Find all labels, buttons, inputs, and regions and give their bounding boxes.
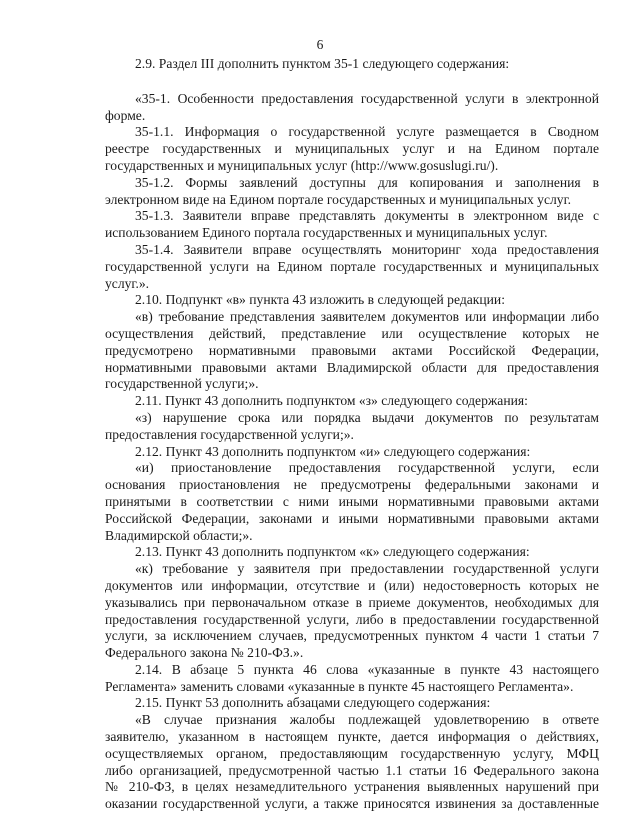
text-line: государственных и муниципальных услуг (http://www.gosuslugi.ru/). (105, 157, 499, 173)
text-line: Российской Федерации, законами и иными нормативными правовыми актами (105, 510, 599, 526)
text-line: нормативными правовыми актами Владимирской области для предоставления (105, 359, 599, 375)
text-line: оказании государственной услуги, а также приносятся извинения за доставленные (105, 796, 599, 812)
text-line: осуществляемых органом, предоставляющим государственную услугу, МФЦ (105, 745, 599, 761)
paragraph-gap (105, 73, 599, 91)
text-line: 2.9. Раздел III дополнить пунктом 35-1 следующего содержания: (135, 56, 510, 71)
text-line: 2.11. Пункт 43 дополнить подпунктом «з» следующего содержания: (135, 393, 528, 409)
text-line: «В случае признания жалобы подлежащей удовлетворению в ответе (135, 712, 599, 728)
text-line: «35-1. Особенности предоставления государственной услуги в электронной (135, 90, 599, 106)
text-line: заявителю, указанном в настоящем пункте, дается информация о действиях, (105, 729, 599, 745)
text-line: Регламента» заменить словами «указанные в пункте 45 настоящего Регламента». (105, 678, 574, 694)
text-line: предоставления государственной услуги, либо в предоставлении государственной (105, 611, 599, 627)
text-line: использованием Единого портала государственных и муниципальных услуг. (105, 225, 548, 241)
text-line: «к) требование у заявителя при предоставлении государственной услуги (135, 561, 599, 577)
document-body (105, 56, 599, 813)
text-line: предусмотрено нормативными правовыми актами Российской Федерации, (105, 342, 599, 358)
text-line: услуг.». (105, 275, 150, 291)
text-line: государственной услуги на Едином портале государственных и муниципальных (105, 258, 599, 274)
text-line: 35-1.1. Информация о государственной услуге размещается в Сводном (135, 124, 599, 140)
text-line: 35-1.2. Формы заявлений доступны для копирования и заполнения в (135, 174, 599, 190)
text-line: указывались при первоначальном отказе в приеме документов, необходимых для (105, 594, 599, 610)
text-line: 35-1.3. Заявители вправе представлять документы в электронном виде с (135, 208, 599, 224)
text-line: 35-1.4. Заявители вправе осуществлять мониторинг хода предоставления (135, 241, 599, 257)
text-line: осуществления действий, представление или осуществление которых не (105, 325, 599, 341)
text-line: Федерального закона № 210-ФЗ.». (105, 645, 304, 661)
text-line: документов или информации, отсутствие и (или) недостоверность которых не (105, 577, 599, 593)
text-line: предоставления государственной услуги;». (105, 426, 354, 442)
text-line: 2.12. Пункт 43 дополнить подпунктом «и» следующего содержания: (135, 443, 531, 459)
text-line: либо организацией, предусмотренной частью 1.1 статьи 16 Федерального закона (105, 762, 599, 778)
text-line: форме. (105, 107, 146, 123)
text-line: реестре государственных и муниципальных услуг и на Едином портале (105, 141, 599, 157)
text-line: № 210-ФЗ, в целях незамедлительного устранения выявленных нарушений при (105, 779, 599, 795)
text-line: основания приостановления не предусмотрены федеральными законами и (105, 477, 599, 493)
text-line: 2.15. Пункт 53 дополнить абзацами следующего содержания: (135, 695, 491, 711)
text-line: электронном виде на Едином портале государственных и муниципальных услуг. (105, 191, 572, 207)
text-line: 2.13. Пункт 43 дополнить подпунктом «к» следующего содержания: (135, 544, 530, 560)
text-line: 2.14. В абзаце 5 пункта 46 слова «указанные в пункте 43 настоящего (135, 661, 599, 677)
page-number: 6 (316, 37, 324, 52)
text-line: услуги, за исключением случаев, предусмотренных пунктом 4 части 1 статьи 7 (105, 628, 599, 644)
text-line: 2.10. Подпункт «в» пункта 43 изложить в следующей редакции: (135, 292, 505, 308)
text-line: Владимирской области;». (105, 527, 253, 543)
text-line: государственной услуги;». (105, 376, 259, 392)
text-line: «в) требование представления заявителем документов или информации либо (135, 309, 599, 325)
text-line: принятыми в соответствии с ними иными нормативными правовыми актами (105, 493, 599, 509)
text-line: «и) приостановление предоставления государственной услуги, если (135, 460, 599, 476)
text-line: «з) нарушение срока или порядка выдачи документов по результатам (135, 409, 599, 425)
